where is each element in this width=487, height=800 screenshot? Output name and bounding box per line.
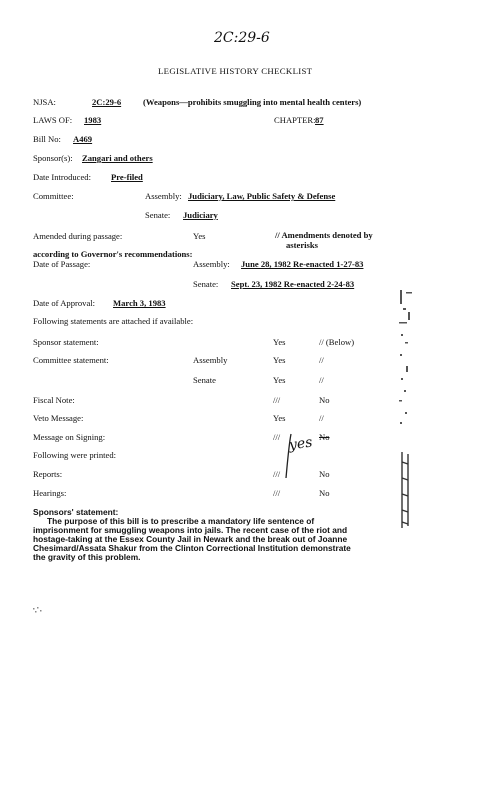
committee-assembly-label: Assembly: xyxy=(145,191,182,201)
sponsor-statement-label: Sponsor statement: xyxy=(33,337,99,347)
veto-message-yes: Yes xyxy=(273,413,286,423)
date-introduced-label: Date Introduced: xyxy=(33,172,91,182)
committee-assembly-mark: // xyxy=(319,355,324,365)
committee-assembly-value: Judiciary, Law, Public Safety & Defense xyxy=(188,191,336,201)
hearings-yes: /// xyxy=(273,488,281,498)
passage-senate-label: Senate: xyxy=(193,279,219,289)
sponsor-statement-no: // (Below) xyxy=(319,337,355,347)
date-introduced-value: Pre-filed xyxy=(111,172,143,182)
handwritten-yes: yes xyxy=(288,434,314,454)
passage-label: Date of Passage: xyxy=(33,259,91,269)
sponsors-statement-heading: Sponsors' statement: xyxy=(33,507,119,517)
signing-message-no: No xyxy=(319,432,330,442)
veto-message-no: // xyxy=(319,413,324,423)
laws-of-value: 1983 xyxy=(84,115,102,125)
committee-senate-mark: // xyxy=(319,375,324,385)
passage-assembly-value: June 28, 1982 Re-enacted 1-27-83 xyxy=(241,259,364,269)
amended-governor-note: according to Governor's recommendations: xyxy=(33,249,193,259)
printed-heading: Following were printed: xyxy=(33,450,117,460)
sponsors-statement-line: hostage-taking at the Essex County Jail in Newark and the break out of Joanne xyxy=(33,534,348,544)
reports-yes: /// xyxy=(273,469,281,479)
approval-label: Date of Approval: xyxy=(33,298,96,308)
scan-speck xyxy=(32,606,44,614)
amended-note-cont: asterisks xyxy=(286,240,318,250)
committee-assembly-yes: Yes xyxy=(273,355,286,365)
amended-label: Amended during passage: xyxy=(33,231,123,241)
sponsor-value: Zangari and others xyxy=(82,153,153,163)
committee-statement-senate: Senate xyxy=(193,375,216,385)
committee-statement-label: Committee statement: xyxy=(33,355,109,365)
committee-label: Committee: xyxy=(33,191,74,201)
hearings-label: Hearings: xyxy=(33,488,67,498)
njsa-label: NJSA: xyxy=(33,97,56,107)
handwritten-code: 2C:29-6 xyxy=(214,30,270,46)
veto-message-label: Veto Message: xyxy=(33,413,84,423)
scan-artifact xyxy=(394,282,424,532)
fiscal-note-yes: /// xyxy=(273,395,281,405)
reports-label: Reports: xyxy=(33,469,63,479)
passage-assembly-label: Assembly: xyxy=(193,259,230,269)
bill-label: Bill No: xyxy=(33,134,61,144)
signing-message-yes: /// xyxy=(273,432,281,442)
sponsor-label: Sponsor(s): xyxy=(33,153,73,163)
sponsor-statement-yes: Yes xyxy=(273,337,286,347)
attached-heading: Following statements are attached if available: xyxy=(33,316,194,326)
page-title: LEGISLATIVE HISTORY CHECKLIST xyxy=(158,66,313,76)
committee-senate-yes: Yes xyxy=(273,375,286,385)
njsa-description: (Weapons—prohibits smuggling into mental health centers) xyxy=(143,97,362,107)
committee-statement-assembly: Assembly xyxy=(193,355,228,365)
chapter-value: 87 xyxy=(315,115,324,125)
chapter-label: CHAPTER: xyxy=(274,115,316,125)
committee-senate-label: Senate: xyxy=(145,210,171,220)
signing-message-label: Message on Signing: xyxy=(33,432,106,442)
reports-no: No xyxy=(319,469,330,479)
fiscal-note-label: Fiscal Note: xyxy=(33,395,75,405)
njsa-value: 2C:29-6 xyxy=(92,97,122,107)
approval-value: March 3, 1983 xyxy=(113,298,166,308)
amended-note: // Amendments denoted by xyxy=(275,230,373,240)
hearings-no: No xyxy=(319,488,330,498)
sponsors-statement-line: the gravity of this problem. xyxy=(33,552,141,562)
committee-senate-value: Judiciary xyxy=(183,210,218,220)
passage-senate-value: Sept. 23, 1982 Re-enacted 2-24-83 xyxy=(231,279,355,289)
fiscal-note-no: No xyxy=(319,395,330,405)
laws-of-label: LAWS OF: xyxy=(33,115,73,125)
bill-value: A469 xyxy=(73,134,93,144)
amended-value: Yes xyxy=(193,231,206,241)
sponsors-statement-line: imprisonment for smuggling weapons into jails. The recent case of the riot and xyxy=(33,525,348,535)
sponsors-statement-line: Chesimard/Assata Shakur from the Clinton Correctional Institution demonstrate xyxy=(33,543,351,553)
handwritten-stroke xyxy=(282,432,298,480)
sponsors-statement-line: The purpose of this bill is to prescribe a mandatory life sentence of xyxy=(47,516,315,526)
